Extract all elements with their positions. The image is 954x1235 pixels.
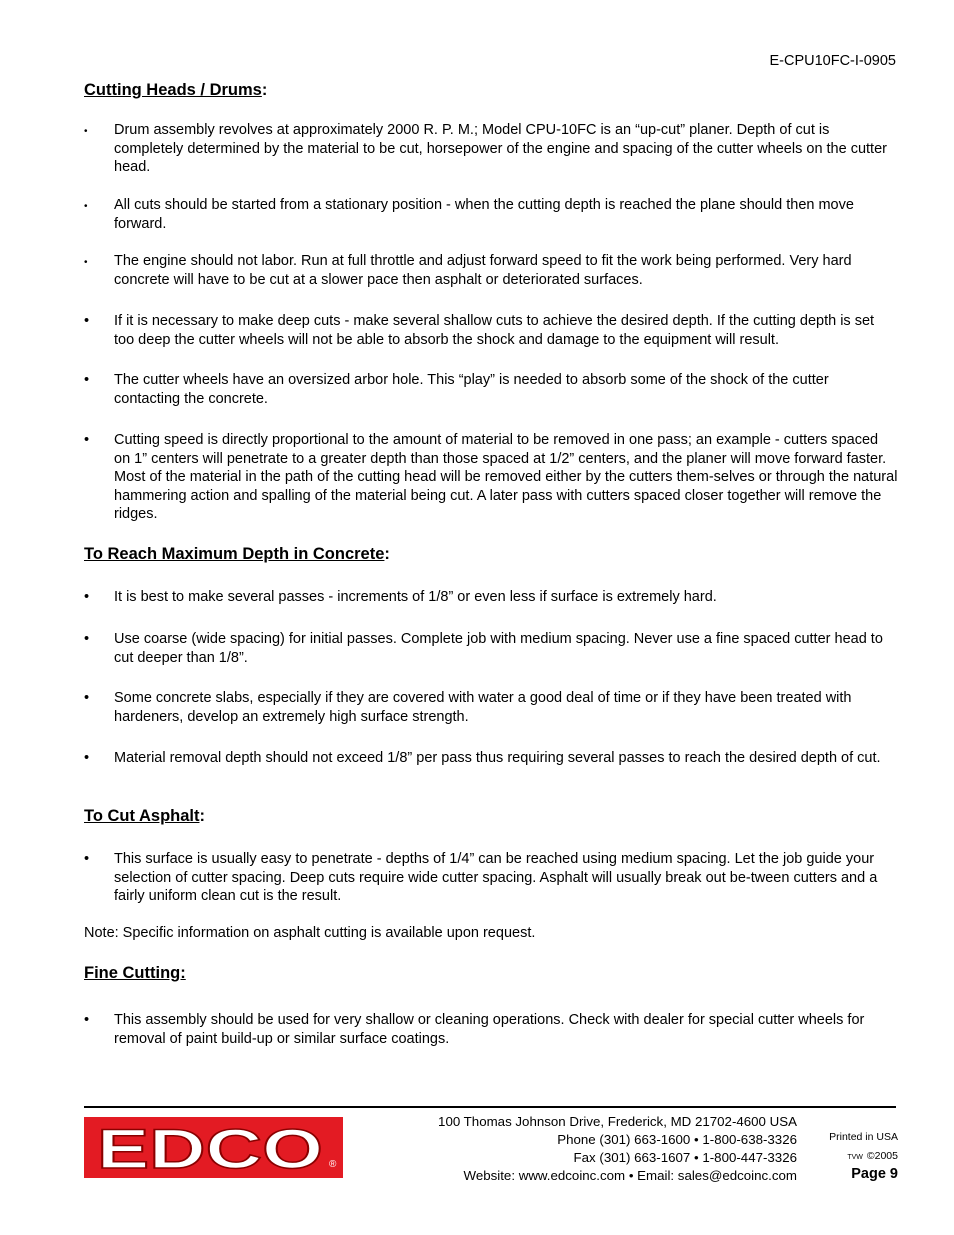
section-heading-asphalt [84,807,205,826]
bullet-icon: • [84,126,88,137]
contact-block [380,1113,797,1185]
list-item [84,121,898,177]
web-email-line: Website: www.edcoinc.com • Email: sales@edcoinc.com [463,1168,797,1183]
list-item-text: If it is necessary to make deep cuts - make several shallow cuts to achieve the desired depth. If the cutting depth is set too deep the cutter wheels will not be able to absorb the shock and damage to the equipment will result. [114,313,875,348]
list-item-text: Drum assembly revolves at approximately 2000 R. P. M.; Model CPU-10FC is an “up-cut” planer. Depth of cut is completely determined by the material to be cut, horsepower of the engine and spacing of the cutter wheels on the cutter head. [114,122,887,176]
document-number: E-CPU10FC-I-0905 [769,53,896,69]
page-number: Page 9 [851,1166,898,1182]
list-item [84,431,898,524]
list-item-text: This surface is usually easy to penetrate - depths of 1/4” can be reached using medium spacing. Let the job guide your selection of cutter spacing. Deep cuts require wide cutter spacing. Asphalt will usually break out be-tween cutters and a fairly uniform clean cut is the result. [114,851,878,905]
bullet-icon: • [84,432,90,448]
list-item-text: This assembly should be used for very shallow or cleaning operations. Check with dealer for special cutter wheels for removal of paint build-up or similar surface coatings. [114,1012,865,1047]
bullet-icon: • [84,257,88,268]
edco-logo-graphic [84,1117,343,1178]
list-item-text: The cutter wheels have an oversized arbor hole. This “play” is needed to absorb some of the shock of the cutter contacting the concrete. [114,372,829,407]
heading-text: Cutting Heads / Drums [84,81,262,99]
tvw-initials: TVW [847,1154,863,1161]
asphalt-note: Note: Specific information on asphalt cutting is available upon request. [84,925,536,941]
list-item [84,689,898,726]
bullet-icon: • [84,750,90,766]
heading-colon: : [384,545,390,563]
bullet-icon: • [84,313,90,329]
list-item [84,196,898,233]
bullet-icon: • [84,201,88,212]
footer-divider [84,1106,896,1108]
phone-line: Phone (301) 663-1600 • 1-800-638-3326 [557,1132,797,1147]
list-item-text: All cuts should be started from a stationary position - when the cutting depth is reached the plane should then move forward. [114,197,854,232]
list-item [84,588,898,607]
section-heading-cutting [84,81,267,100]
list-item-text: The engine should not labor. Run at full throttle and adjust forward speed to fit the work being performed. Very hard concrete will have to be cut at a slower pace then asphalt or deteriorated surfaces. [114,253,852,288]
address-line: 100 Thomas Johnson Drive, Frederick, MD 21702-4600 USA [438,1114,797,1129]
list-item-text: Some concrete slabs, especially if they are covered with water a good deal of time or if they have been treated with hardeners, develop an extremely high surface strength. [114,690,852,725]
heading-text: To Reach Maximum Depth in Concrete [84,545,385,563]
bullet-icon: • [84,690,90,706]
list-item-text: Material removal depth should not exceed 1/8” per pass thus requiring several passes to reach the desired depth of cut. [114,750,881,766]
list-item [84,630,898,667]
logo-wordmark: EDCO [97,1117,323,1178]
list-item [84,749,898,768]
bullet-icon: • [84,631,90,647]
copyright-year: ©2005 [866,1150,898,1162]
heading-text: Fine Cutting: [84,964,186,982]
list-item-text: Cutting speed is directly proportional to the amount of material to be removed in one pass; an example - cutters spaced on 1” centers will penetrate to a greater depth than those spaced at 1/2” centers, and the planer will move forward faster. Most of the material in the path of the cutting head will be removed either by the cutters them-selves or through the natural hammering action and spalling of the material being cut. A later pass with cutters spaced closer together will remove the ridges. [114,432,898,523]
section-heading-depth [84,545,390,564]
bullet-icon: • [84,851,90,867]
fax-line: Fax (301) 663-1607 • 1-800-447-3326 [573,1150,797,1165]
copyright [800,1150,898,1162]
edco-logo [84,1117,343,1178]
registered-mark: ® [329,1159,337,1170]
list-item-text: Use coarse (wide spacing) for initial passes. Complete job with medium spacing. Never use a fine spaced cutter head to cut deeper than 1/8”. [114,631,883,666]
list-item [84,371,898,408]
printed-in: Printed in USA [829,1131,898,1143]
list-item-text: It is best to make several passes - increments of 1/8” or even less if surface is extremely hard. [114,589,717,605]
heading-text: To Cut Asphalt [84,807,200,825]
bullet-icon: • [84,1012,90,1028]
bullet-icon: • [84,372,90,388]
heading-colon: : [199,807,205,825]
list-item [84,1011,898,1048]
heading-colon: : [261,81,268,99]
list-item [84,312,898,349]
list-item [84,850,898,906]
list-item [84,252,898,289]
section-heading-fine [84,964,186,983]
bullet-icon: • [84,589,90,605]
